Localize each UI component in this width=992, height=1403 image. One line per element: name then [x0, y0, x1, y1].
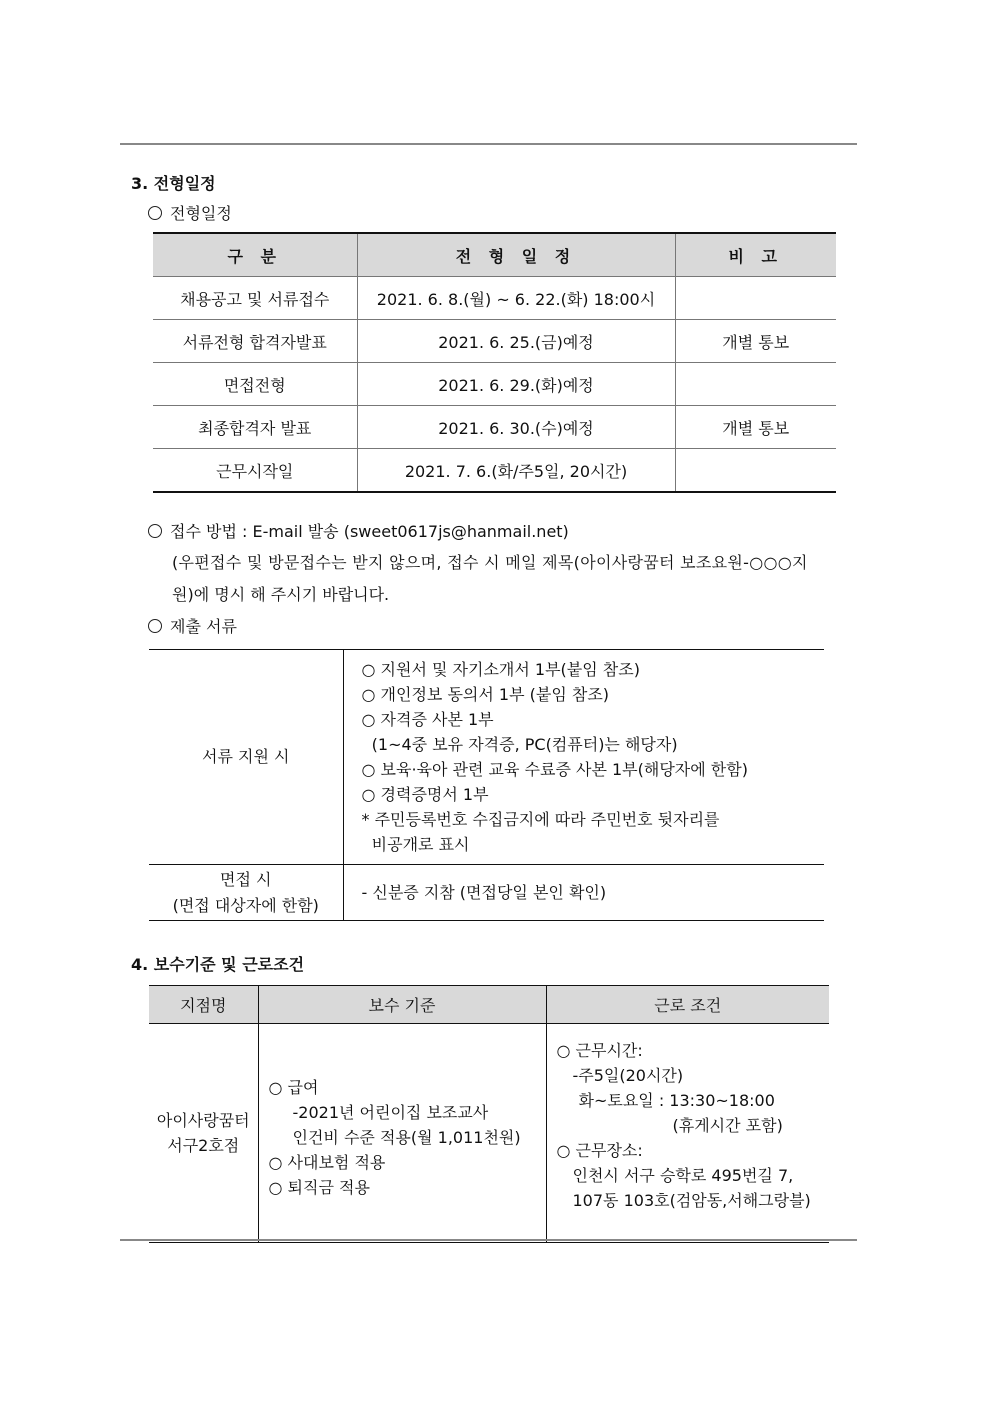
- row-category: 서류전형 합격자발표: [153, 320, 357, 363]
- branch-name: [149, 1024, 258, 1243]
- header-branch: 지점명: [149, 986, 258, 1024]
- documents-title-text: 제출 서류: [170, 617, 237, 636]
- application-method-text: 접수 방법 : E-mail 발송 (sweet0617js@hanmail.net): [170, 522, 569, 541]
- header-pay: 보수 기준: [258, 986, 546, 1024]
- pay-conditions-table: [149, 985, 829, 1243]
- bottom-rule: [120, 1239, 857, 1241]
- table-row: [153, 406, 836, 449]
- row-category: 최종합격자 발표: [153, 406, 357, 449]
- work-line: (휴게시간 포함): [672, 1116, 783, 1135]
- application-note-line-2: 원)에 명시 해 주시기 바랍니다.: [172, 585, 390, 604]
- row-category: 근무시작일: [153, 449, 357, 493]
- work-line: ○ 근무시간:: [556, 1041, 643, 1060]
- row-schedule: 2021. 6. 30.(수)예정: [357, 406, 675, 449]
- schedule-subtitle: [148, 201, 232, 224]
- table-row: [153, 449, 836, 493]
- row-note: 개별 통보: [675, 406, 836, 449]
- pay-details: [258, 1024, 546, 1243]
- table-row: [153, 277, 836, 320]
- work-line: ○ 근무장소:: [556, 1141, 643, 1160]
- schedule-header-row: [153, 233, 836, 277]
- row-category: 채용공고 및 서류접수: [153, 277, 357, 320]
- row-schedule: 2021. 7. 6.(화/주5일, 20시간): [357, 449, 675, 493]
- application-method: [148, 519, 569, 542]
- documents-apply-label: 서류 지원 시: [202, 747, 290, 766]
- branch-name-line-1: 아이사랑꿈터: [156, 1111, 250, 1130]
- documents-interview-label: [149, 865, 343, 921]
- application-note-line-1: (우편접수 및 방문접수는 받지 않으며, 접수 시 메일 제목(아이사랑꿈터 보조요원-○○○지: [172, 553, 808, 572]
- list-item: * 주민등록번호 수집금지에 따라 주민번호 뒷자리를: [361, 810, 720, 829]
- list-item: ○ 경력증명서 1부: [361, 785, 489, 804]
- list-item: ○ 보육·육아 관련 교육 수료증 사본 1부(해당자에 한함): [361, 760, 748, 779]
- row-schedule: 2021. 6. 8.(월) ~ 6. 22.(화) 18:00시: [357, 277, 675, 320]
- branch-name-line-2: 서구2호점: [167, 1136, 240, 1155]
- list-item: (1~4중 보유 자격증, PC(컴퓨터)는 해당자): [361, 735, 678, 754]
- schedule-subtitle-text: 전형일정: [170, 204, 232, 223]
- header-schedule: 전 형 일 정: [357, 233, 675, 277]
- work-line: 인천시 서구 승학로 495번길 7,: [572, 1166, 794, 1185]
- list-item: ○ 지원서 및 자기소개서 1부(붙임 참조): [361, 660, 640, 679]
- work-details: [546, 1024, 829, 1243]
- documents-interview-item: - 신분증 지참 (면접당일 본인 확인): [343, 865, 824, 921]
- section-3-title: 3. 전형일정: [131, 174, 216, 193]
- pay-line: ○ 사대보험 적용: [268, 1152, 386, 1172]
- work-line: 화~토요일 : 13:30~18:00: [578, 1091, 775, 1110]
- circle-bullet-icon: [148, 619, 162, 633]
- section-4-title: 4. 보수기준 및 근로조건: [131, 955, 305, 974]
- row-schedule: 2021. 6. 25.(금)예정: [357, 320, 675, 363]
- pay-line: ○ 퇴직금 적용: [268, 1177, 370, 1197]
- circle-bullet-icon: [148, 524, 162, 538]
- row-note: [675, 277, 836, 320]
- row-note: [675, 363, 836, 406]
- circle-bullet-icon: [148, 206, 162, 220]
- work-line: -주5일(20시간): [572, 1066, 684, 1085]
- documents-row-interview: [149, 865, 824, 921]
- list-item: ○ 자격증 사본 1부: [361, 710, 494, 729]
- schedule-table: [153, 232, 836, 493]
- top-rule: [120, 143, 857, 145]
- pay-header-row: [149, 986, 829, 1024]
- documents-row-apply: [149, 650, 824, 865]
- interview-label-line-1: 면접 시: [220, 869, 272, 889]
- list-item: ○ 개인정보 동의서 1부 (붙임 참조): [361, 685, 610, 704]
- table-row: [153, 363, 836, 406]
- row-note: [675, 449, 836, 493]
- interview-label-line-2: (면접 대상자에 한함): [172, 895, 319, 915]
- header-note: 비 고: [675, 233, 836, 277]
- table-row: [149, 1024, 829, 1243]
- row-category: 면접전형: [153, 363, 357, 406]
- list-item: 비공개로 표시: [361, 835, 470, 854]
- header-work: 근로 조건: [546, 986, 829, 1024]
- pay-line: -2021년 어린이집 보조교사: [292, 1102, 489, 1122]
- pay-line: ○ 급여: [268, 1077, 319, 1097]
- documents-table: [149, 649, 824, 921]
- documents-title: [148, 614, 237, 637]
- row-note: 개별 통보: [675, 320, 836, 363]
- pay-line: 인건비 수준 적용(월 1,011천원): [292, 1127, 521, 1147]
- row-schedule: 2021. 6. 29.(화)예정: [357, 363, 675, 406]
- table-row: [153, 320, 836, 363]
- work-line: 107동 103호(검암동,서해그랑블): [572, 1191, 811, 1210]
- header-category: 구 분: [153, 233, 357, 277]
- documents-apply-list: [343, 650, 824, 865]
